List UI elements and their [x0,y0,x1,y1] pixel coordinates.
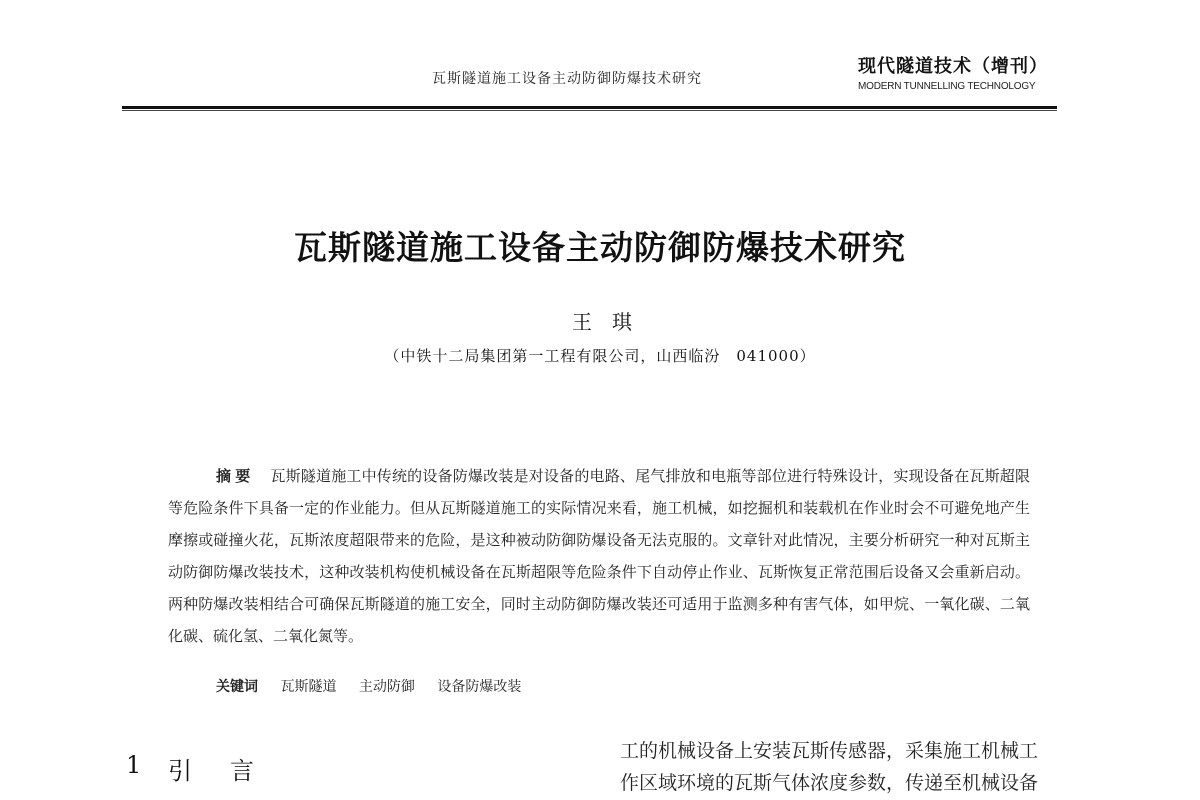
keyword: 瓦斯隧道 [280,679,337,695]
section-title: 引言 [168,757,292,785]
keyword: 设备防爆改装 [437,679,522,695]
journal-name-en: MODERN TUNNELLING TECHNOLOGY [858,81,1036,92]
journal-name-cn: 现代隧道技术（增刊） [858,56,1048,77]
body-text [620,735,1080,799]
paper-author: 王琪 [572,310,652,334]
section-number: 1 [126,751,142,779]
header-rule-thin [122,110,1057,111]
abstract-text: 瓦斯隧道施工中传统的设备防爆改装是对设备的电路、尾气排放和电瓶等部位进行特殊设计，实现设备在瓦斯超限等危险条件下具备一定的作业能力。但从瓦斯隧道施工的实际情况来看，施工机械，如挖掘机和装载机在作业时会不可避免地产生摩擦或碰撞火花，瓦斯浓度超限带来的危险，是这种被动防御防爆设备无法克服的。文章针对此情况，主要分析研究一种对瓦斯主动防御防爆改装技术，这种改装机构使机械设备在瓦斯超限等危险条件下自动停止作业、瓦斯恢复正常范围后设备又会重新启动。两种防爆改装相结合可确保瓦斯隧道的施工安全，同时主动防御防爆改装还可适用于监测多种有害气体，如甲烷、一氧化碳、二氧化碳、硫化氢、二氧化氮等。 [168,467,1030,645]
abstract-label: 摘要 [216,467,255,485]
paper-affiliation: （中铁十二局集团第一工程有限公司，山西临汾 041000） [384,347,816,365]
paper-title: 瓦斯隧道施工设备主动防御防爆技术研究 [294,228,906,267]
keyword: 主动防御 [358,679,415,695]
abstract [168,460,1030,652]
running-title: 瓦斯隧道施工设备主动防御防爆技术研究 [432,71,702,87]
keywords [216,676,539,696]
keywords-label: 关键词 [216,679,258,695]
body-line: 作区域环境的瓦斯气体浓度参数，传递至机械设备 [620,772,1039,794]
journal-block [858,52,1048,92]
header-rule [122,106,1057,109]
body-line: 工的机械设备上安装瓦斯传感器，采集施工机械工 [620,740,1039,762]
